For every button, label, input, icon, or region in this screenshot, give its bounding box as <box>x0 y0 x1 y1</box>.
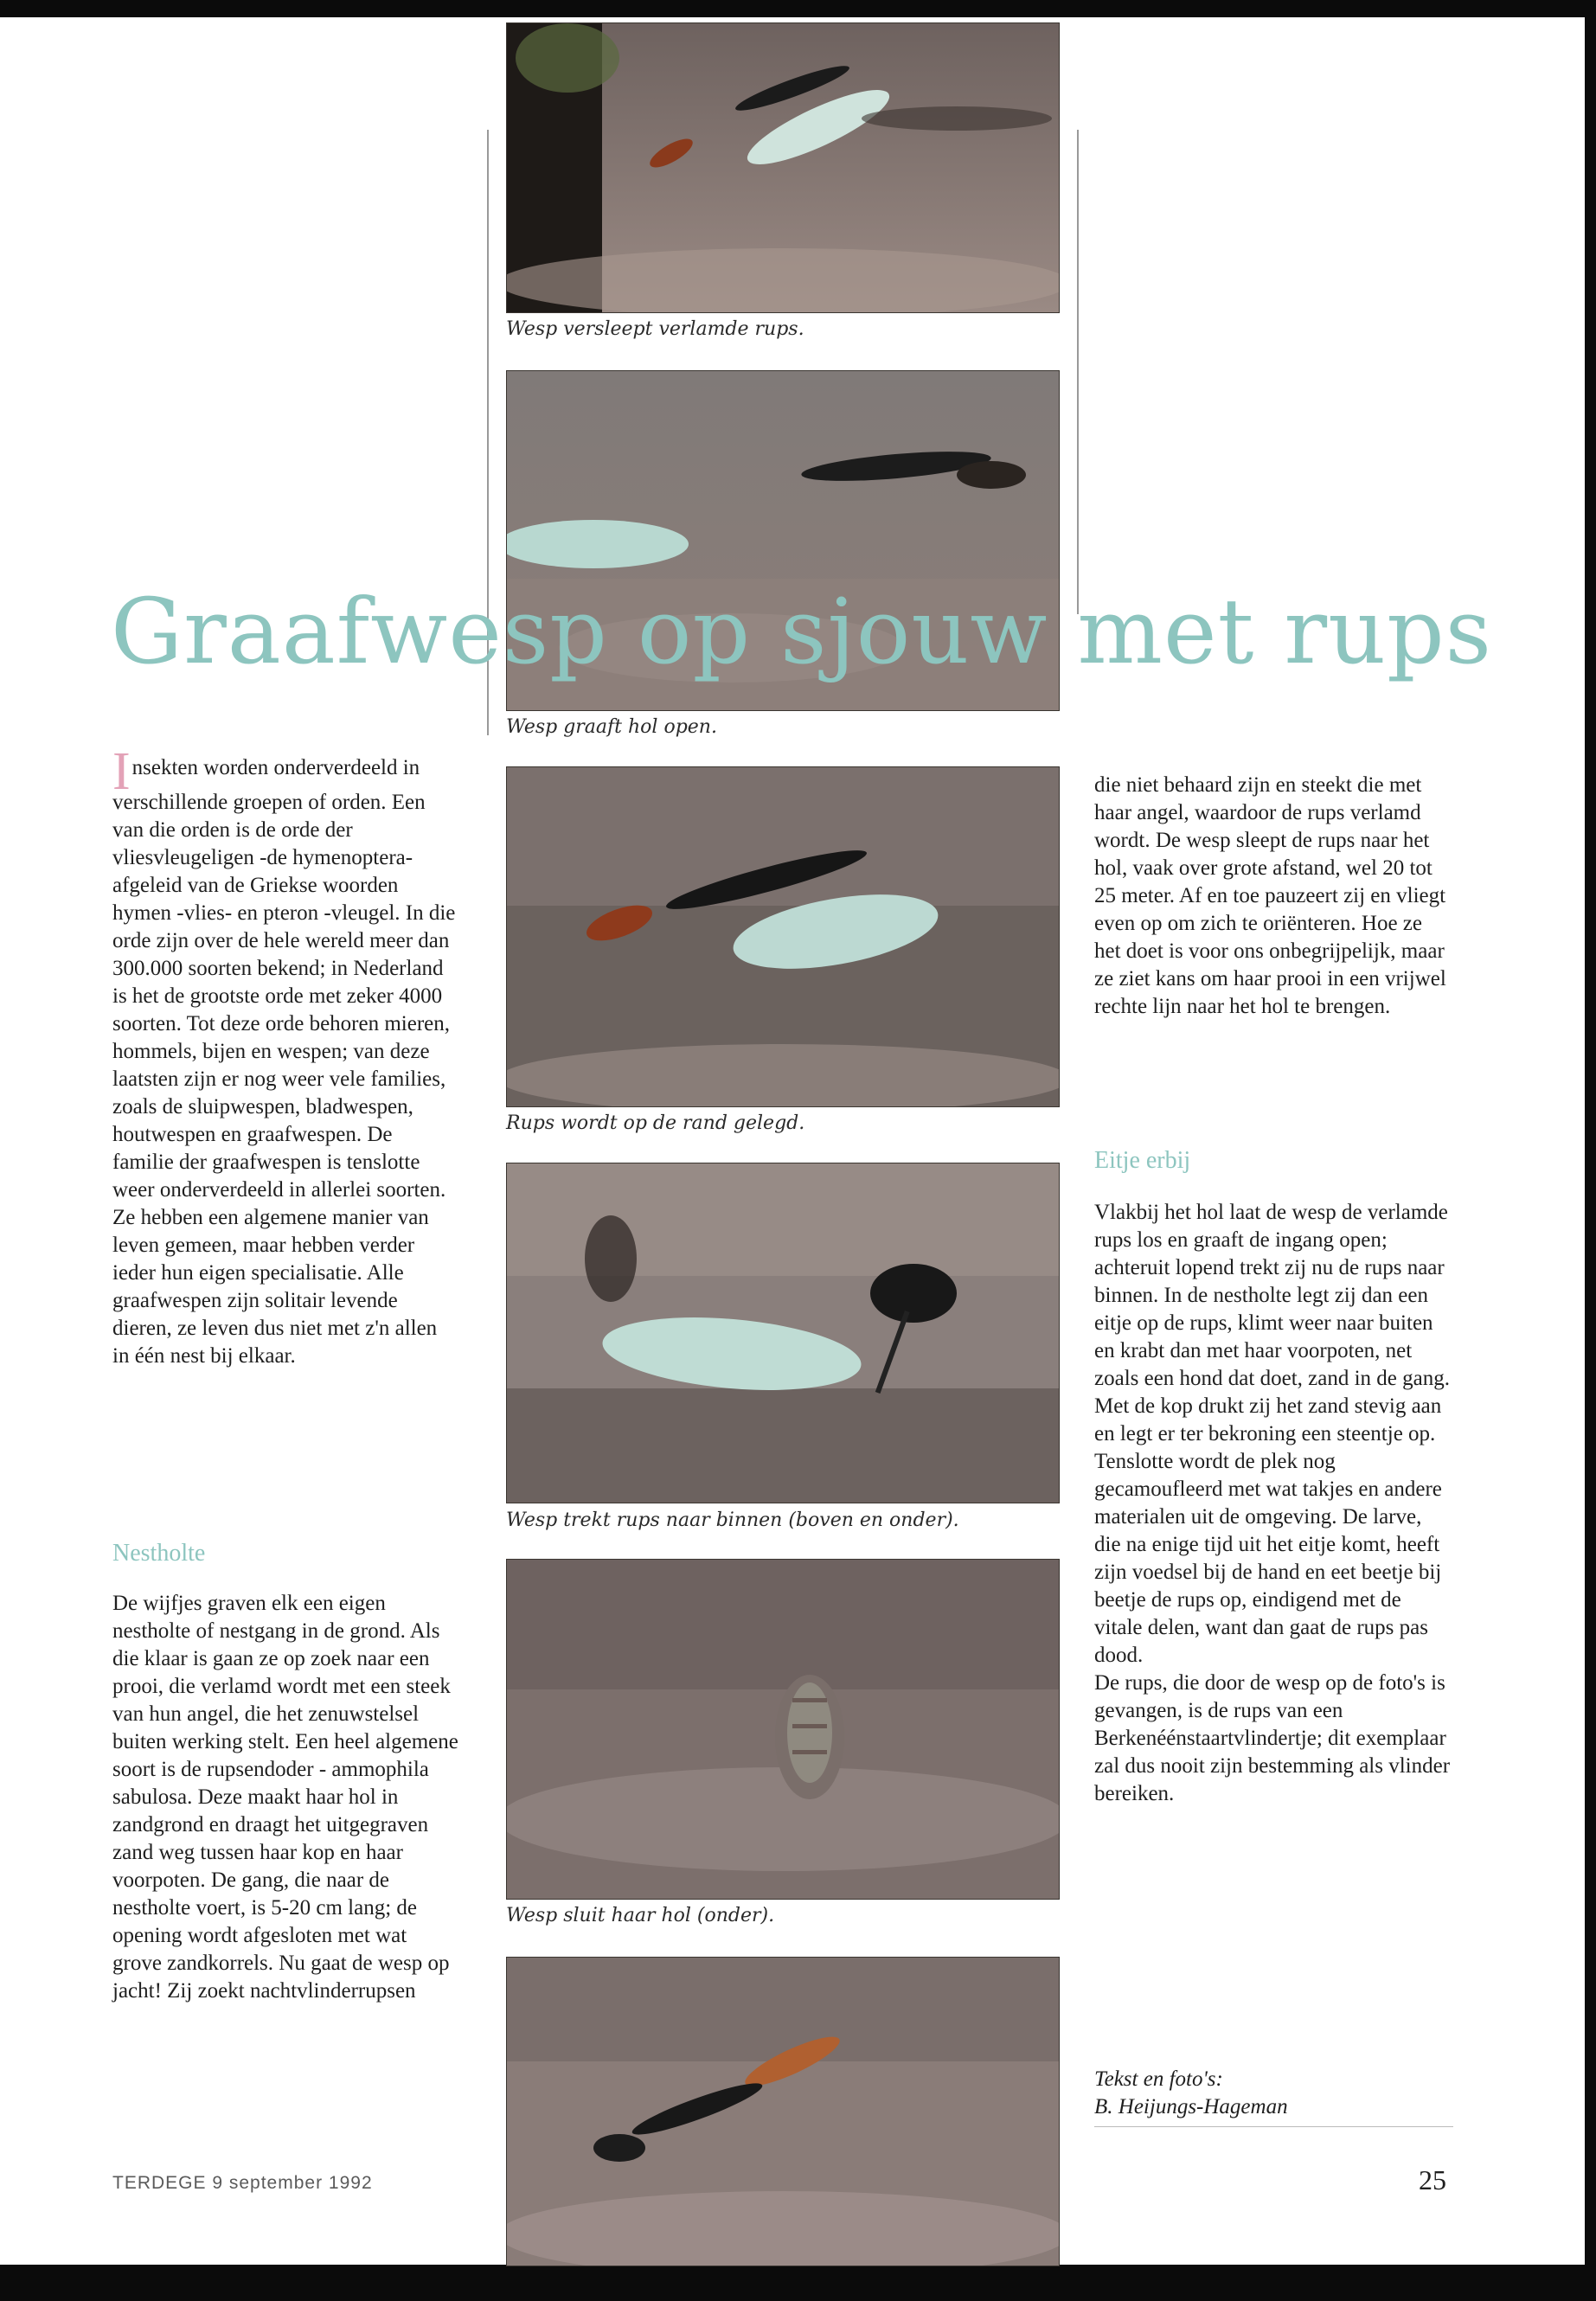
photo-wasp-drags-caterpillar <box>506 22 1060 313</box>
credit-label: Tekst en foto's: <box>1094 2067 1223 2091</box>
caption-photo-2: Wesp graaft hol open. <box>506 716 717 738</box>
intro-paragraph <box>112 742 458 1370</box>
page-border-top <box>0 0 1596 17</box>
column-rule-right <box>1077 130 1079 614</box>
right-column-paragraph: die niet behaard zijn en steekt die met haar angel, waardoor de rups verlamd wordt. De wesp sleept de rups naar het hol, vaak over grote afstand, wel 20 tot 25 meter. Af en toe pauzeert zij en vliegt even op om zich te oriënteren. Hoe ze het doet is voor ons onbegrijpelijk, maar ze ziet kans om haar prooi in een vrijwel rechte lijn naar het hol te brengen. <box>1094 773 1446 1018</box>
photo-caterpillar-on-rim <box>506 766 1060 1107</box>
credit-rule <box>1094 2126 1453 2127</box>
section-heading-eitje: Eitje erbij <box>1094 1147 1191 1174</box>
page-border-right <box>1585 0 1596 2301</box>
eitje-text-b: De rups, die door de wesp op de foto's is gevangen, is de rups van een Berkenéénstaartvlindertje; dit exemplaar zal dus nooit zijn bestemming als vlinder bereiken. <box>1094 1671 1451 1805</box>
article-title: Graafwesp op sjouw met rups <box>111 579 1493 684</box>
publication-footer: TERDEGE 9 september 1992 <box>112 2173 373 2193</box>
caption-photo-5: Wesp sluit haar hol (onder). <box>506 1905 775 1926</box>
section-heading-nestholte: Nestholte <box>112 1540 206 1567</box>
caption-photo-3: Rups wordt op de rand gelegd. <box>506 1112 805 1134</box>
page-number: 25 <box>1419 2164 1446 2195</box>
credit-name: B. Heijungs-Hageman <box>1094 2095 1288 2118</box>
photo-wasp-closes-hole <box>506 1559 1060 1900</box>
photo-wasp-sealing <box>506 1957 1060 2266</box>
nestholte-paragraph: De wijfjes graven elk een eigen nestholte of nestgang in de grond. Als die klaar is gaan ze op zoek naar een prooi, die verlamd wordt met een steek van hun angel, die het zenuwstelsel buiten werking stelt. Een heel algemene soort is de rupsendoder - ammophila sabulosa. Deze maakt haar hol in zandgrond en draagt het uitgegraven zand weg tussen haar kop en haar voorpoten. De gang, die naar de nestholte voert, is 5-20 cm lang; de opening wordt afgesloten met wat grove zandkorrels. Nu gaat de wesp op jacht! Zij zoekt nachtvlinderrupsen <box>112 1592 458 2003</box>
page-border-bottom <box>0 2265 1596 2301</box>
eitje-text-a: Vlakbij het hol laat de wesp de verlamde rups los en graaft de ingang open; achteruit lopend trekt zij nu de rups naar binnen. In de nestholte legt zij dan een eitje op de rups, klimt weer naar buiten en krabt dan met haar voorpoten, net zoals een hond dat doet, zand in de gang. Met de kop drukt zij het zand stevig aan en legt er ter bekroning een steentje op. Tenslotte wordt de plek nog gecamoufleerd met wat takjes en andere materialen uit de omgeving. De larve, die na enige tijd uit het eitje komt, heeft zijn voedsel bij de hand en eet beetje bij beetje de rups op, eindigend met de vitale delen, want dan gaat de rups pas dood. <box>1094 1201 1450 1667</box>
caption-photo-4: Wesp trekt rups naar binnen (boven en onder). <box>506 1509 959 1531</box>
photo-wasp-pulls-caterpillar-in <box>506 1163 1060 1503</box>
eitje-paragraph <box>1094 1199 1453 1808</box>
drop-cap: I <box>112 742 131 801</box>
intro-text: nsekten worden onderverdeeld in verschillende groepen of orden. Een van die orden is de orde der vliesvleugeligen -de hymenoptera- afgeleid van de Griekse woorden hymen -vlies- en pteron -vleugel. In die orde zijn over de hele wereld meer dan 300.000 soorten bekend; in Nederland is het de grootste orde met zeker 4000 soorten. Tot deze orde behoren mieren, hommels, bijen en wespen; van deze laatsten zijn er nog weer vele families, zoals de sluipwespen, bladwespen, houtwespen en graafwespen. De familie der graafwespen is tenslotte weer onderverdeeld in allerlei soorten. Ze hebben een algemene manier van leven gemeen, maar hebben verder ieder hun eigen specialisatie. Alle graafwespen zijn solitair levende dieren, ze leven dus niet met z'n allen in één nest bij elkaar. <box>112 756 456 1368</box>
photo-credit <box>1094 2066 1288 2121</box>
caption-photo-1: Wesp versleept verlamde rups. <box>506 318 804 340</box>
